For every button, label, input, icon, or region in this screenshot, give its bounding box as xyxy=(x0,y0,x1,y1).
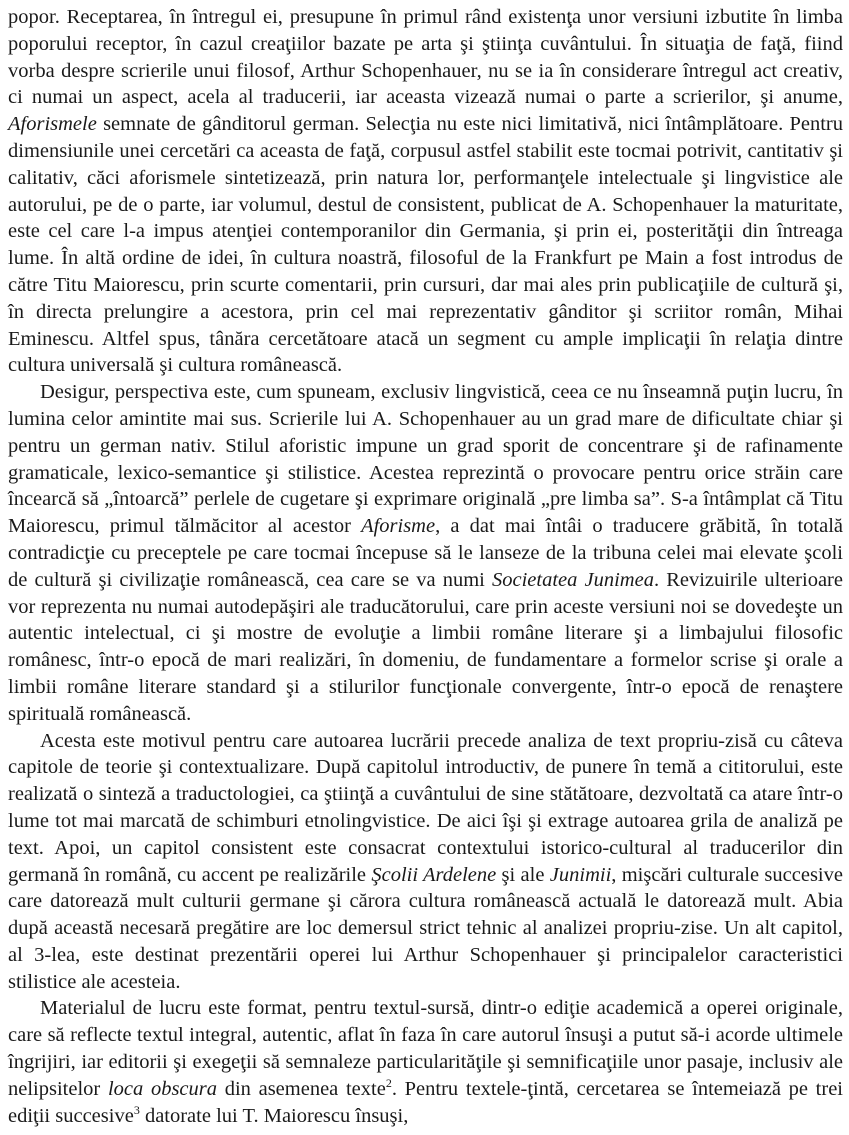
italic-text: Şcolii Ardelene xyxy=(371,863,497,886)
text-run: din asemenea texte xyxy=(217,1077,386,1100)
footnote-marker: 3 xyxy=(133,1102,140,1117)
italic-text: loca obscura xyxy=(107,1077,217,1100)
italic-text: Junimii xyxy=(549,863,612,886)
text-run: datorate lui T. Maiorescu însuşi, xyxy=(139,1104,409,1127)
text-run: , mişcări culturale succesive care datorează mult culturii germane şi cărora cultura românească actuală le datorează mult. Abia după această necesară pregătire are loc demersul strict tehnic al analizei propriu-zise. Un alt capitol, al 3-lea, este destinat prezentării operei lui Arthur Schopenhauer şi principalelor caracteristici stilistice ale acesteia. xyxy=(8,863,843,993)
text-run: Materialul de lucru este format, pentru textul-sursă, dintr-o ediţie academică a operei originale, care să reflecte textul integral, autentic, aflat în faza în care autorul însuşi a putut să-i acorde ultimele îngrijiri, iar editorii şi exegeţii să semnaleze particularităţile şi semnificaţiile unor pasaje, inclusiv ale nelipsitelor xyxy=(8,997,843,1100)
text-run: semnate de gânditorul german. Selecţia nu este nici limitativă, nici întâmplătoare. Pentru dimensiunile unei cercetări ca aceasta de faţă, corpusul astfel stabilit este tocmai potrivit, cantitativ şi calitativ, căci aforismele sintetizează, prin natura lor, performanţele intelectuale şi lingvistice ale autorului, pe de o parte, iar volumul, destul de consistent, publicat de A. Schopenhauer la maturitate, este cel care l-a impus atenţiei contemporanilor din Germania, şi prin ei, posterităţii din întreaga lume. În altă ordine de idei, în cultura noastră, filosoful de la Frankfurt pe Main a fost introdus de către Titu Maiorescu, prin scurte comentarii, prin cursuri, dar mai ales prin publicaţiile de cultură şi, în directa prelungire a acestora, prin cel mai reprezentativ gânditor şi scriitor român, Mihai Eminescu. Altfel spus, tânăra cercetătoare atacă un segment cu ample implicaţii în relaţia dintre cultura universală şi cultura românească. xyxy=(8,113,843,377)
text-run: şi ale xyxy=(496,863,550,886)
footnote-marker: 2 xyxy=(385,1076,392,1091)
text-run: . Pentru textele-ţintă, cercetarea se întemeiază pe trei ediţii succesive xyxy=(8,1077,843,1127)
text-run: popor. Receptarea, în întregul ei, presupune în primul rând existenţa unor versiuni izbutite în limba poporului receptor, în cazul creaţiilor bazate pe arta şi ştiinţa cuvântului. În situaţia de faţă, fiind vorba despre scrierile unui filosof, Arthur Schopenhauer, nu se ia în considerare întregul act creativ, ci numai un aspect, acela al traducerii, iar aceasta vizează numai o parte a scrierilor, şi anume, xyxy=(8,6,843,109)
italic-text: Aforismele xyxy=(8,113,97,136)
text-run: . Revizuirile ulterioare vor reprezenta nu numai autodepăşiri ale traducătorului, care prin aceste versiuni noi se dovedeşte un autentic intelectual, ci şi mostre de evoluţie a limbii române literare şi a limbajului filosofic românesc, într-o epocă de mari realizări, în domeniu, de fundamentare a formelor scrise şi orale a limbii române literare standard şi a stilurilor funcţionale convergente, într-o epocă de renaştere spirituală românească. xyxy=(8,568,843,725)
text-run: , a dat mai întâi o traducere grăbită, în totală contradicţie cu preceptele pe care tocmai începuse să le lanseze de la tribuna celei mai elevate şcoli de cultură şi civilizaţie românească, cea care se va numi xyxy=(8,515,843,591)
paragraph xyxy=(8,728,843,996)
italic-text: Aforisme xyxy=(361,515,436,538)
paragraph xyxy=(8,995,843,1129)
text-run: Desigur, perspectiva este, cum spuneam, exclusiv lingvistică, ceea ce nu înseamnă puţin lucru, în lumina celor amintite mai sus. Scrierile lui A. Schopenhauer au un grad mare de dificultate chiar şi pentru un german nativ. Stilul aforistic impune un grad sporit de concentrare şi de rafinamente gramaticale, lexico-semantice şi stilistice. Acestea reprezintă o provocare pentru orice străin care încearcă să „întoarcă” perlele de cugetare şi exprimare originală „pre limba sa”. S-a întâmplat că Titu Maiorescu, primul tălmăcitor al acestor xyxy=(8,381,843,538)
italic-text: Societatea Junimea xyxy=(491,568,654,591)
text-run: Acesta este motivul pentru care autoarea lucrării precede analiza de text propriu-zisă cu câteva capitole de teorie şi contextualizare. După capitolul introductiv, de punere în temă a cititorului, este realizată o sinteză a traductologiei, ca ştiinţă a cuvântului de sine stătătoare, dezvoltată ca atare într-o lume tot mai marcată de schimburi etnolingvistice. De aici îşi şi extrage autoarea grila de analiză pe text. Apoi, un capitol consistent este consacrat contextului istorico-cultural al traducerilor din germană în română, cu accent pe realizările xyxy=(8,729,843,886)
paragraph xyxy=(8,4,843,379)
paragraph xyxy=(8,379,843,727)
